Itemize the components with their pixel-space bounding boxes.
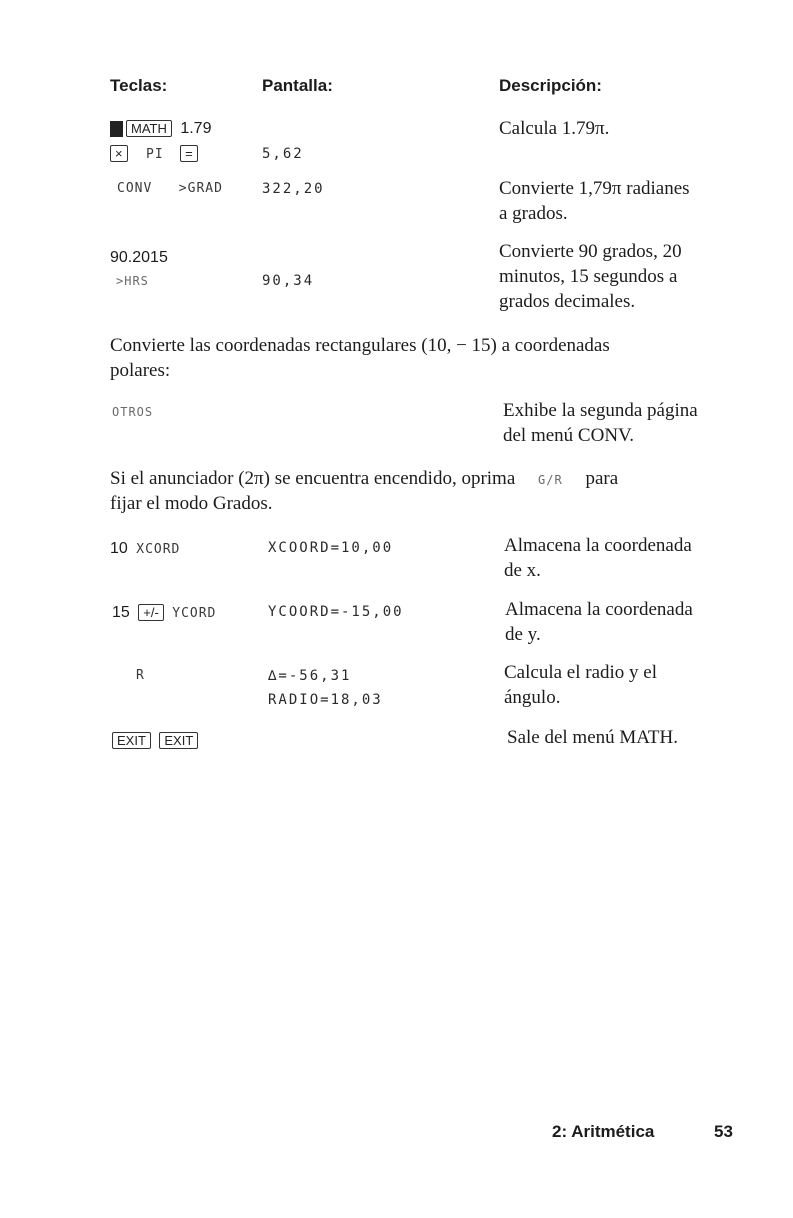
row4-description-line3: grados decimales. [499, 291, 636, 312]
row4-value: 90.2015 [110, 249, 168, 266]
row8-display: YCOORD=-15,00 [268, 604, 404, 620]
row5-display: 90,34 [262, 273, 315, 289]
row2-keys [110, 145, 198, 163]
row4-description-line1: Convierte 90 grados, 20 [499, 241, 682, 262]
header-description: Descripción: [499, 76, 602, 95]
row7-menu: XCORD [136, 542, 181, 557]
row7-description-line1: Almacena la coordenada [504, 535, 692, 556]
row8-menu: YCORD [172, 606, 217, 621]
row3-description-line1: Convierte 1,79π radianes [499, 178, 690, 199]
math-key: MATH [126, 120, 172, 137]
para2-line1 [110, 466, 618, 493]
exit-key-2: EXIT [159, 732, 198, 749]
row9-display-line1: ∆=-56,31 [268, 668, 352, 684]
row7-display: XCOORD=10,00 [268, 540, 394, 556]
row8-description-line2: de y. [505, 624, 541, 645]
para2-line2: fijar el modo Grados. [110, 493, 273, 514]
row9-menu: R [136, 668, 145, 683]
change-sign-key: +/- [138, 604, 164, 621]
row3-description-line2: a grados. [499, 203, 568, 224]
exit-key-1: EXIT [112, 732, 151, 749]
row8-description-line1: Almacena la coordenada [505, 599, 693, 620]
row1-keys [110, 120, 211, 138]
para2-menu: G/R [538, 473, 563, 487]
row6-description-line2: del menú CONV. [503, 425, 635, 446]
footer-chapter: 2: Aritmética [552, 1122, 655, 1141]
row1-value: 1.79 [180, 120, 212, 137]
row7-description-line2: de x. [504, 560, 541, 581]
row10-description: Sale del menú MATH. [507, 727, 678, 748]
para1-line2: polares: [110, 360, 171, 381]
equals-key: = [180, 145, 198, 162]
row6-description-line1: Exhibe la segunda página [503, 400, 698, 421]
footer-page-number: 53 [714, 1122, 733, 1141]
row9-description-line1: Calcula el radio y el [504, 662, 657, 683]
row9-display-line2: RADIO=18,03 [268, 692, 383, 708]
header-keys: Teclas: [110, 76, 168, 95]
row5-menu: >HRS [116, 274, 149, 288]
row4-description-line2: minutos, 15 segundos a [499, 266, 678, 287]
shift-key-icon [110, 121, 123, 137]
row3-menu: CONV >GRAD [117, 181, 223, 196]
para2-line1-start: Si el anunciador (2π) se encuentra encendido, oprima [110, 468, 516, 489]
row6-menu: OTROS [112, 405, 154, 419]
row3-display: 322,20 [262, 181, 325, 197]
row8-value: 15 [112, 604, 130, 621]
row2-display: 5,62 [262, 146, 304, 162]
row7-keys [110, 540, 180, 558]
row9-description-line2: ángulo. [504, 687, 561, 708]
pi-menu-label: PI [146, 147, 164, 162]
row7-value: 10 [110, 540, 128, 557]
para2-line1-end: para [585, 468, 619, 489]
para1-line1: Convierte las coordenadas rectangulares (10, − 15) a coordenadas [110, 335, 610, 356]
row1-description: Calcula 1.79π. [499, 118, 610, 139]
header-display: Pantalla: [262, 76, 333, 95]
multiply-key: × [110, 145, 128, 162]
row10-keys [112, 732, 198, 750]
row8-keys [112, 604, 216, 622]
